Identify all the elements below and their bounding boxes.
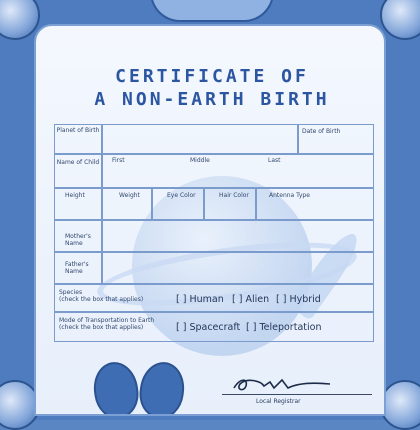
middle-name-label: Middle [190, 157, 210, 164]
certificate-title-line1: CERTIFICATE OF [115, 66, 309, 87]
fathers-name-label-cell [54, 252, 102, 284]
birth-form [54, 124, 374, 342]
species-alien-checkbox[interactable]: [ ] Alien [232, 294, 270, 305]
signature-line [222, 394, 372, 395]
height-field[interactable] [54, 188, 102, 220]
corner-orb [380, 380, 420, 430]
registrar-signature [230, 376, 340, 394]
planet-of-birth-field[interactable] [102, 124, 298, 154]
certificate-paper [34, 24, 386, 416]
transport-label: Mode of Transportation to Earth [59, 317, 155, 324]
eye-color-label: Eye Color [167, 192, 196, 199]
weight-label: Weight [119, 192, 140, 199]
species-hint: (check the box that applies) [59, 296, 144, 303]
species-human-checkbox[interactable]: [ ] Human [176, 294, 224, 305]
name-label-cell [54, 154, 102, 188]
species-hybrid-checkbox[interactable]: [ ] Hybrid [276, 294, 321, 305]
footprint-icon [90, 359, 141, 416]
height-label: Height [65, 192, 85, 199]
footprint-icon [136, 359, 187, 416]
name-of-child-field[interactable] [102, 154, 374, 188]
top-ornament [150, 0, 274, 22]
alien-footprints [94, 354, 184, 414]
certificate-title-line2: A NON-EARTH BIRTH [94, 89, 330, 110]
mothers-name-label-cell [54, 220, 102, 252]
mothers-name-label: Mother's Name [65, 233, 91, 247]
planet-of-birth-label: Planet of Birth [56, 127, 100, 134]
local-registrar-label: Local Registrar [256, 398, 301, 405]
transport-spacecraft-checkbox[interactable]: [ ] Spacecraft [176, 322, 241, 333]
species-label: Species [59, 289, 83, 296]
planet-label-cell [54, 124, 102, 154]
date-of-birth-field[interactable] [298, 124, 374, 154]
first-name-label: First [112, 157, 125, 164]
eye-color-field[interactable] [152, 188, 204, 220]
hair-color-field[interactable] [204, 188, 256, 220]
transport-hint: (check the box that applies) [59, 324, 144, 331]
name-of-child-label: Name of Child [56, 159, 100, 166]
last-name-label: Last [268, 157, 281, 164]
antenna-type-field[interactable] [256, 188, 374, 220]
antenna-type-label: Antenna Type [269, 192, 310, 199]
hair-color-label: Hair Color [219, 192, 249, 199]
fathers-name-field[interactable] [102, 252, 374, 284]
fathers-name-label: Father's Name [65, 261, 89, 275]
date-of-birth-label: Date of Birth [302, 128, 341, 135]
weight-field[interactable] [102, 188, 152, 220]
mothers-name-field[interactable] [102, 220, 374, 252]
transport-teleportation-checkbox[interactable]: [ ] Teleportation [246, 322, 322, 333]
